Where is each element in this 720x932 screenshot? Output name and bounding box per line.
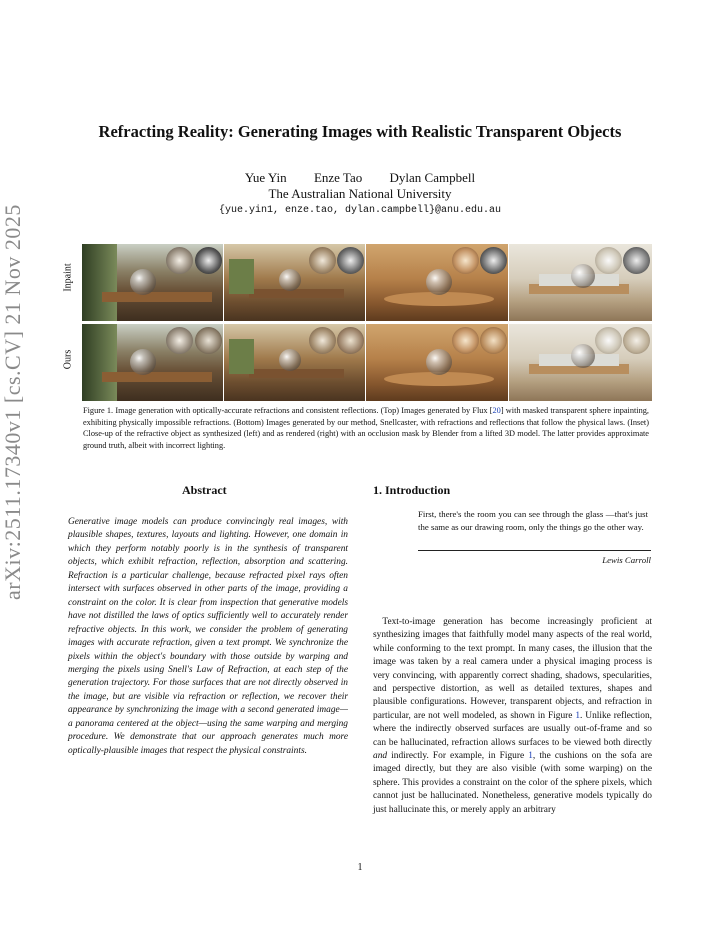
arxiv-stamp: arXiv:2511.17340v1 [cs.CV] 21 Nov 2025 — [0, 204, 25, 600]
epigraph-quote: First, there's the room you can see through the glass —that's just the same as our drawing room, only the things go the other way. — [418, 509, 648, 533]
page-number: 1 — [357, 862, 363, 873]
author-2: Enze Tao — [313, 170, 363, 185]
citation-link[interactable]: 20 — [492, 406, 501, 415]
paper-title: Refracting Reality: Generating Images with Realistic Transparent Objects — [98, 122, 622, 141]
figure-image-inpaint-4 — [509, 244, 652, 321]
figure-ref-link[interactable]: 1 — [528, 751, 533, 762]
author-1: Yue Yin — [244, 170, 287, 185]
introduction-heading: 1. Introduction — [373, 483, 451, 497]
epigraph-author: Lewis Carroll — [602, 555, 651, 565]
figure-image-ours-2 — [224, 324, 365, 401]
introduction-paragraph: Text-to-image generation has become increasingly proficient at synthesizing images that faithfully model many aspects of the real world, while conforming to the text prompt. In many cases, the illusion that the image was taken by a real camera under a physical imaging process is very convincing, with apparently correct shading, shadows, specularities, and perspective distortion, as well as detailed textures, shapes and plausible configurations. However, transparent objects, and refraction in particular, are not well modeled, as shown in Figure 1. Unlike reflection, where the indirectly observed surfaces are usually out-of-frame and so can be hallucinated, refraction allows surfaces to be viewed both directly and indirectly. For example, in Figure 1, the cushions on the sofa are imaged directly, but they are also visible (with some warping) on the sphere. This provides a constraint on the color of the sphere pixels, which cannot just be hallucinated. Nonetheless, generative models typically do just hallucinate this, or merely apply an arbitrary — [373, 617, 652, 815]
epigraph-rule — [418, 550, 651, 551]
author-3: Dylan Campbell — [389, 170, 476, 185]
figure-image-ours-1 — [82, 324, 223, 401]
figure-1 — [62, 242, 652, 402]
abstract-heading: Abstract — [182, 483, 227, 497]
figure-image-ours-4 — [509, 324, 652, 401]
figure-image-ours-3 — [366, 324, 508, 401]
figure-image-inpaint-3 — [366, 244, 508, 321]
abstract-text: Generative image models can produce convincingly real images, with plausible shapes, textures, layouts and lighting. However, one domain in which they perform notably poorly is in the synthesis of transparent objects, which exhibit refraction, reflection, absorption and scattering. Refraction is a particular challenge, because refracted pixel rays often intersect with surfaces observed in other parts of the image, providing a constraint on the color. It is clear from inspection that generative models have not distilled the laws of optics sufficiently well to accurately render refractive objects. In this work, we consider the problem of generating images with accurate refraction, given a text prompt. We synchronize the pixels within the object's boundary with those outside by warping and merging the pixels using Snell's Law of Refraction, at each step of the generation trajectory. For those surfaces that are not directly observed in the image, but are visible via refraction or reflection, we recover their appearance by synchronizing the image with a second generated image—a panorama centered at the object—using the same warping and merging procedure. We demonstrate that our approach generates much more optically-plausible images that respect the physical constraints. — [68, 517, 348, 756]
figure-ref-link[interactable]: 1 — [575, 710, 581, 721]
author-list — [0, 170, 720, 186]
figure-image-inpaint-1 — [82, 244, 223, 321]
row-label-inpaint: Inpaint — [62, 263, 74, 292]
figure-1-caption: Figure 1. Image generation with optically-accurate refractions and consistent reflections. (Top) Images generated by Flux [20] with masked transparent sphere inpainting, exhibiting physically impossible refractions. (Bottom) Images generated by our method, Snellcaster, with refractions and reflections that follow the physical laws. (Inset) Close-up of the refractive object as synthesized (left) and as rendered (right) with an occlusion mask by Blender from a lifted 3D model. The latter provides approximate ground truth, albeit with incorrect lighting. — [83, 406, 649, 450]
figure-image-inpaint-2 — [224, 244, 365, 321]
affiliation: The Australian National University — [268, 186, 452, 201]
row-label-ours: Ours — [62, 349, 74, 370]
author-email: {yue.yin1, enze.tao, dylan.campbell}@anu.edu.au — [218, 205, 502, 216]
